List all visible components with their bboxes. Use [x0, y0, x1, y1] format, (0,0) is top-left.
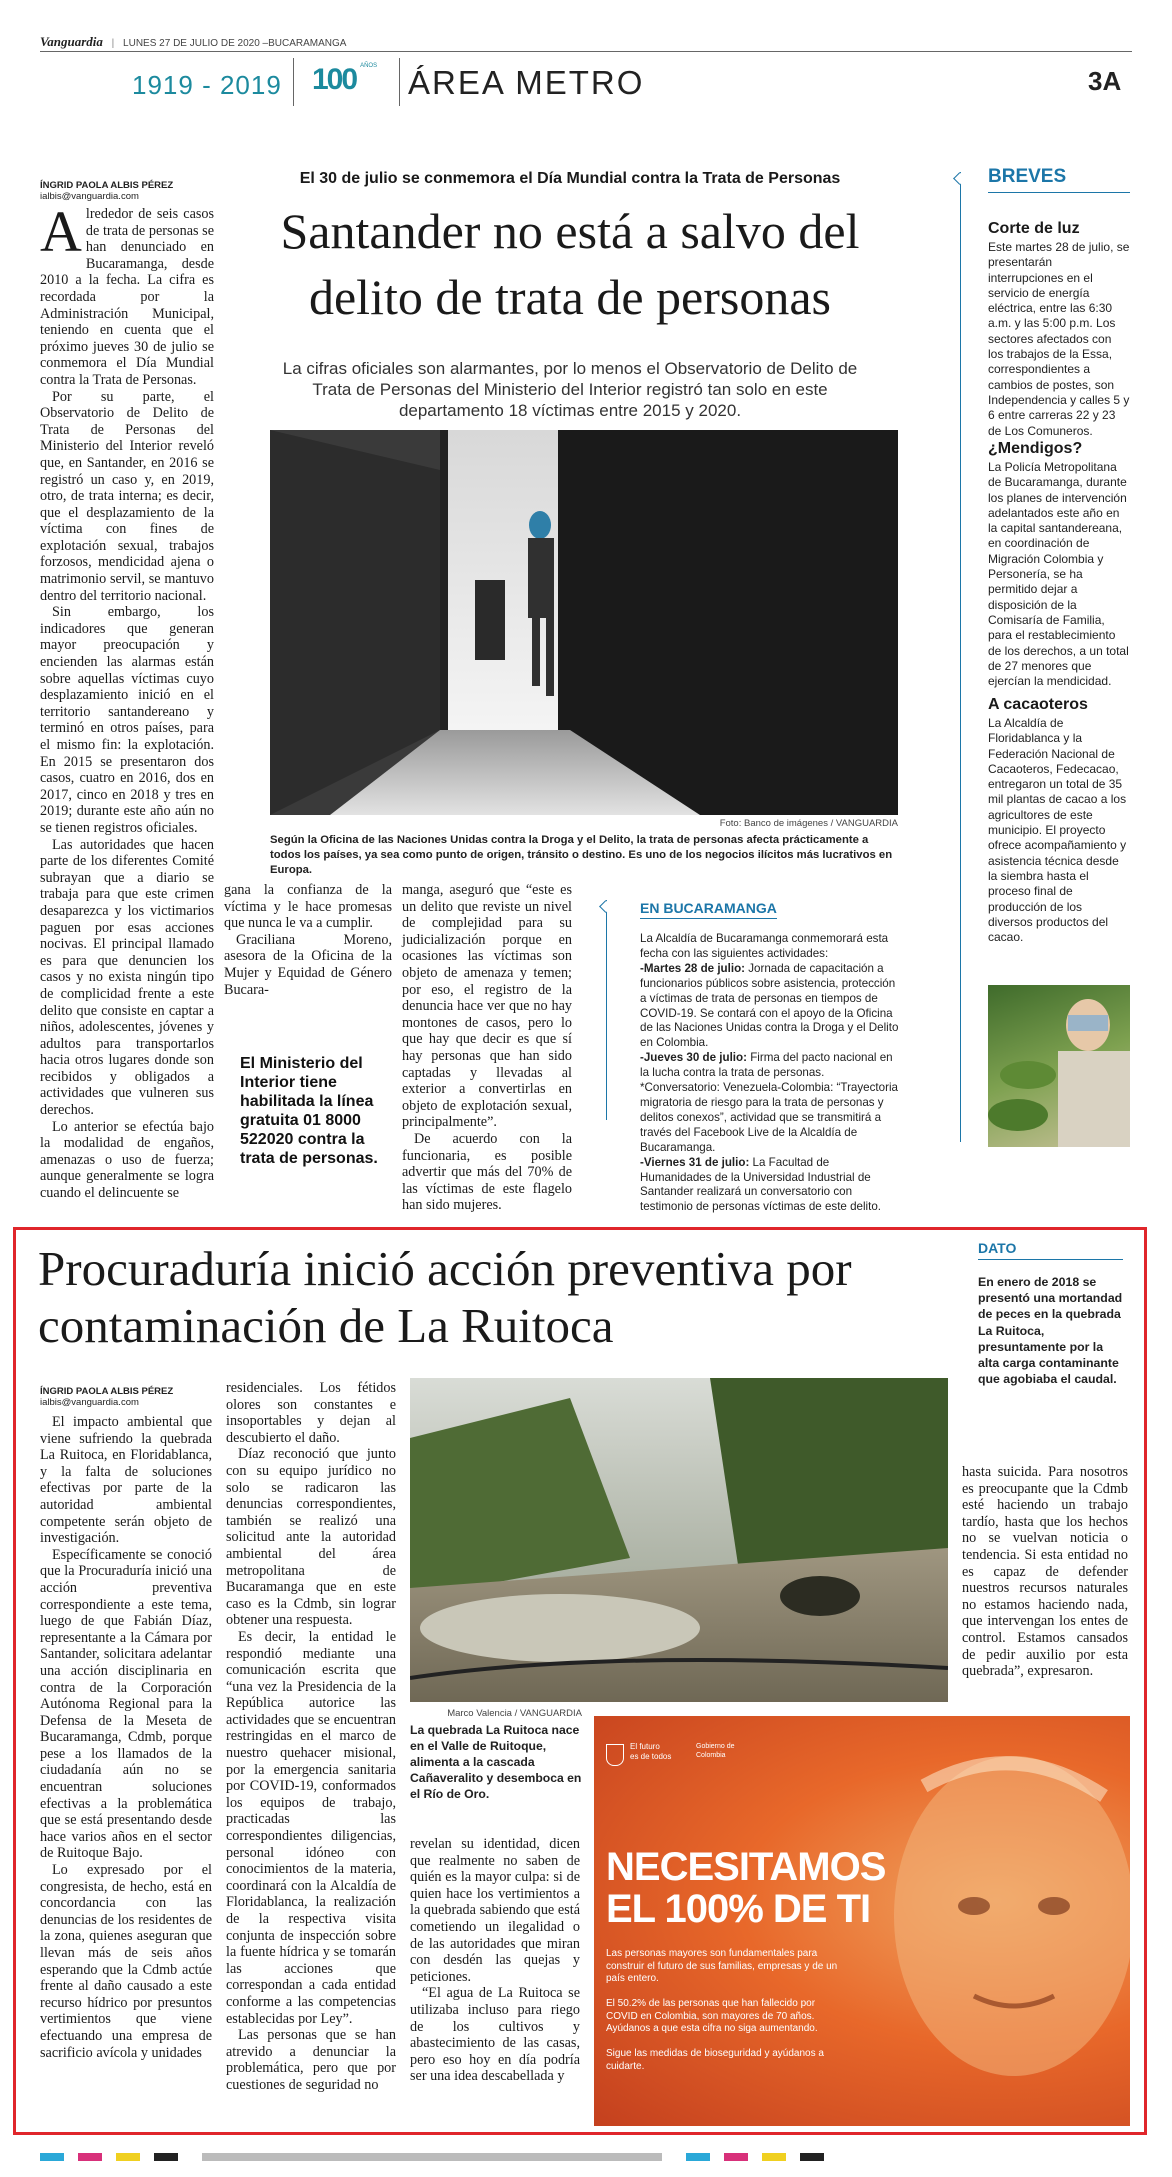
en-bucaramanga-box — [606, 900, 617, 1120]
en-bucaramanga-intro: La Alcaldía de Bucaramanga conmemorará esta fecha con las siguientes actividades: — [640, 932, 889, 960]
breves-item — [988, 220, 1130, 439]
second-paragraph: Las personas que se han atrevido a denunciar la problemática, pero que por cuestiones de seguridad no — [226, 2027, 396, 2093]
breves-tag-underline — [988, 192, 1130, 193]
main-paragraph: manga, aseguró que “este es un delito que reviste un nivel de complejidad para su judicialización porque en ocasiones las víctimas son objeto de amenaza y temen; por eso, el registro de la denuncia hace ver que no hay montones de casos, pero lo que hay que decir es que sí hay personas que han sido captadas y llevadas al exterior a convertirlas en objeto de explotación sexual, principalmente”. — [402, 882, 572, 1131]
anniversary-sub: AÑOS — [360, 63, 378, 69]
breves-arrow — [953, 172, 966, 185]
masthead: Vanguardia | LUNES 27 DE JULIO DE 2020 –BUCARAMANGA — [40, 34, 347, 49]
main-paragraph: De acuerdo con la funcionaria, es posible advertir que más del 70% de las víctimas de este flagelo han sido mujeres. — [402, 1130, 572, 1214]
second-paragraph: revelan su identidad, dicen que realmente no saben de quién es la mayor culpa: si de quien hace los vertimientos a la quebrada sabiendo que está cometiendo un ilegalidad o de las autoridades que miran con desdén las quejas y peticiones. — [410, 1836, 580, 1985]
second-col-3 — [410, 1836, 580, 2085]
second-paragraph: hasta suicida. Para nosotros es preocupante que la Cdmb esté haciendo un trabajo tardío, hasta que los hechos no se vuelvan noticia o tendencia. Si esta entidad no es capaz de defender nuestros recursos naturales no estamos haciendo nada, que intervengan los entes de control. Estamos cansados de pedir auxilio por esta quebrada”, expresaron. — [962, 1464, 1128, 1680]
main-paragraph: Graciliana Moreno, asesora de la Oficina de la Mujer y Equidad de Género Bucara- — [224, 931, 392, 998]
dateline: LUNES 27 DE JULIO DE 2020 –BUCARAMANGA — [123, 38, 347, 49]
second-paragraph: El impacto ambiental que viene sufriendo la quebrada La Ruitoca, en Floridablanca, y la falta de soluciones efectivas por parte de la autoridad ambiental competente serán objeto de investigación. — [40, 1414, 212, 1547]
main-photo-credit: Foto: Banco de imágenes / VANGUARDIA — [719, 818, 898, 829]
main-pullquote: El Ministerio del Interior tiene habilitada la línea gratuita 01 8000 522020 contra la trata de personas. — [240, 1055, 378, 1167]
main-photo — [270, 430, 898, 815]
main-paragraph: Lo anterior se efectúa bajo la modalidad de engaños, amenazas o uso de fuerza; aunque generalmente se logra cuando el delincuente se — [40, 1118, 214, 1202]
creek-photo — [410, 1378, 948, 1702]
main-paragraph: Sin embargo, los indicadores que generan mayor preocupación y encienden las alarmas están sobre aquellas víctimas cuyo desplazamiento inició en el territorio santandereano y terminó en otros países, para el mismo fin: la explotación. En 2015 se presentaron dos casos, cuatro en 2016, dos en 2017, cinco en 2018 y tres en 2019; durante este año aún no se tienen registros oficiales. — [40, 604, 214, 836]
ad-logo — [606, 1742, 776, 1772]
main-col-3 — [402, 882, 572, 1214]
breve-title: ¿Mendigos? — [988, 440, 1083, 457]
breves-item — [988, 440, 1130, 689]
brand-logo: Vanguardia — [40, 34, 103, 49]
dato-underline — [978, 1259, 1123, 1260]
main-col-2 — [224, 882, 392, 998]
main-paragraph: lrededor de seis casos de trata de personas se han denunciado en Bucaramanga, desde 2010 a la fecha. La cifra es recordada por la Administración Municipal, teniendo en cuenta que el próximo jueves 30 de julio se conmemora el Día Mundial contra la Trata de Personas. — [40, 206, 214, 388]
dato-text: En enero de 2018 se presentó una mortandad de peces en la quebrada La Ruitoca, presuntamente por la alta carga contaminante que agobiaba el caudal. — [978, 1275, 1123, 1387]
breve-text: La Policía Metropolitana de Bucaramanga, durante los planes de intervención adelantados este año en la capital santandereana, en coordinación de Migración Colombia y Personería, se ha permitido dejar a disposición de la Comisaría de Familia, para el restablecimiento de los derechos, a un total de 27 menores que ejercían la mendicidad. — [988, 460, 1129, 689]
dato-tag: DATO — [978, 1240, 1017, 1256]
activity-item: -Jueves 30 de julio: Firma del pacto nacional en la lucha contra la trata de personas. — [640, 1051, 893, 1080]
creek-illustration — [410, 1378, 948, 1702]
second-paragraph: “El agua de La Ruitoca se utilizaba incluso para riego de los cultivos y abastecimiento de las casas, pero eso hoy en día podría ser una idea descabellada y — [410, 1985, 580, 2085]
en-bucaramanga-body — [640, 932, 900, 1215]
header-divider-2 — [399, 58, 400, 106]
main-kicker: El 30 de julio se conmemora el Día Mundial contra la Trata de Personas — [299, 170, 841, 187]
second-col-2 — [226, 1380, 396, 2094]
ad-text-1: Las personas mayores son fundamentales para construir el futuro de sus familias, empresas y de un país entero. — [606, 1948, 838, 1984]
covid-ad[interactable] — [594, 1716, 1130, 2126]
second-paragraph: Lo expresado por el congresista, de hecho, está en concordancia con las denuncias de los residentes de la zona, quienes aseguran que llevan más de seis años esperando que la Cdmb actúe frente al daño causado a este recurso hídrico por presuntos vertimientos que viene efectuando una empresa de sacrificio avícola y unidades — [40, 1862, 212, 2061]
main-col-1 — [40, 199, 214, 1202]
main-paragraph: Por su parte, el Observatorio de Delito de Trata de Personas del Ministerio del Interior reveló que, en Santander, en 2016 se registró un caso y, en 2019, otro, de trata interna; es decir, que el desplazamiento de la víctima con fines de explotación sexual, trabajos forzosos, mendicidad ajena o matrimonio servil, se mantuvo dentro del territorio nacional. — [40, 388, 214, 604]
byline-name: ÍNGRID PAOLA ALBIS PÉREZ — [40, 180, 174, 191]
breves-tag: BREVES — [988, 166, 1067, 187]
anniversary-logo — [312, 63, 384, 101]
second-headline: Procuraduría inició acción preventiva por contaminación de La Ruitoca — [38, 1241, 852, 1353]
second-paragraph: Es decir, la entidad le respondió mediante una comunicación escrita que “una vez la Presidencia de la República autorice las actividades que se encuentran restringidas en el marco de nuestro quehacer misional, por la emergencia sanitaria por COVID-19, conformados los equipos de trabajo, practicadas las correspondientes diligencias, personal idóneo con conocimientos de la materia, coordinará con la Alcaldía de Floridablanca, la realización de la respectiva visita conjunta de inspección sobre la fuente hídrica y se tomarán las acciones que correspondan a cada entidad conforme a las competencias establecidas por Ley”. — [226, 1628, 396, 2027]
main-deck: La cifras oficiales son alarmantes, por lo menos el Observatorio de Delito de Trata de Personas del Ministerio del Interior registró tan solo en este departamento 18 víctimas entre 2015 y 2020. — [282, 359, 858, 420]
ad-text-2: El 50.2% de las personas que han fallecido por COVID en Colombia, son mayores de 70 años. Ayúdanos a que esta cifra no siga aumentando. — [606, 1998, 818, 2034]
ad-logo-gov: Gobierno de Colombia — [696, 1743, 735, 1759]
years-label: 1919 - 2019 — [132, 70, 282, 100]
coat-of-arms-icon — [606, 1744, 624, 1766]
activity-item: *Conversatorio: Venezuela-Colombia: “Trayectoria migratoria de riesgo para la trata de personas y delitos conexos”, actividad que se transmitirá a través del Facebook Live de la Alcaldía de Bucaramanga. — [640, 1081, 898, 1154]
byline-name: ÍNGRID PAOLA ALBIS PÉREZ — [40, 1386, 174, 1397]
activity-item: -Martes 28 de julio: Jornada de capacitación a funcionarios públicos sobre asistencia, protección a víctimas de trata de personas en tiempos de COVID-19. Se contará con el apoyo de la Oficina de las Naciones Unidas contra la Droga y el Delito en Colombia. — [640, 961, 899, 1050]
ad-text-3: Sigue las medidas de bioseguridad y ayúdanos a cuidarte. — [606, 2048, 824, 2072]
breves-item — [988, 696, 1130, 945]
ad-logo-line2: es de todos — [630, 1752, 672, 1761]
second-paragraph: Específicamente se conoció que la Procuraduría inició una acción preventiva correspondiente a este tema, luego de que Fabián Díaz, representante a la Cámara por Santander, solicitara adelantar una acción disciplinaria en contra de la Corporación Autónoma Regional para la Defensa de la Meseta de Bucaramanga, Cdmb, porque pese a los llamados de la ciudadanía aún no se encuentran soluciones efectivas a la problemática que se está presentando desde hace varios años en el sector de Ruitoque Bajo. — [40, 1546, 212, 1862]
second-col-4 — [962, 1464, 1128, 1680]
creek-caption: La quebrada La Ruitoca nace en el Valle de Ruitoque, alimenta a la cascada Cañaveralito y desemboca en el Río de Oro. — [410, 1723, 582, 1801]
main-caption: Según la Oficina de las Naciones Unidas contra la Droga y el Delito, la trata de personas afecta prácticamente a todos los países, ya sea como punto de origen, tránsito o destino. Es uno de los negocios ilícitos más lucrativos en Europa. — [270, 834, 893, 876]
breve-text: Este martes 28 de julio, se presentarán interrupciones en el servicio de energía eléctrica, entre las 6:30 a.m. y las 5:00 p.m. Los sectores afectados con los trabajos de la Essa, correspondientes a cambios de postes, son Independencia y calles 5 y 6 entre carreras 22 y 23 de Los Comuneros. — [988, 240, 1130, 438]
breves-rule — [960, 172, 961, 1142]
section-title: ÁREA METRO — [408, 64, 645, 101]
main-paragraph: gana la confianza de la víctima y le hace promesas que nunca le va a cumplir. — [224, 882, 392, 932]
anniversary-number: 100 — [312, 63, 357, 96]
ad-logo-line1: El futuro — [630, 1742, 660, 1751]
cacao-illustration — [988, 985, 1130, 1147]
second-paragraph: Díaz reconoció que junto con su equipo jurídico no solo se radicaron las denuncias correspondientes, también se realizó una solicitud ante la autoridad ambiental del área metropolitana de Bucaramanga que en este caso es la Cdmb, sin lograr obtener una respuesta. — [226, 1446, 396, 1629]
cacao-photo — [988, 985, 1130, 1147]
activity-item: -Viernes 31 de julio: La Facultad de Humanidades de la Universidad Industrial de Santander realizará un conversatorio con testimonio de personas víctimas de este delito. — [640, 1155, 882, 1214]
header-divider — [293, 58, 294, 106]
breve-title: Corte de luz — [988, 220, 1080, 237]
header-rule — [40, 51, 1132, 52]
breve-title: A cacaoteros — [988, 696, 1088, 713]
byline-email: ialbis@vanguardia.com — [40, 191, 139, 202]
creek-photo-credit: Marco Valencia / VANGUARDIA — [447, 1708, 582, 1719]
breve-text: La Alcaldía de Floridablanca y la Federación Nacional de Cacaoteros, Fedecacao, entregaron un total de 35 mil plantas de cacao a los agricultores de este municipio. El proyecto ofrece acompañamiento y asistencia técnica desde la siembra hasta el proceso final de producción de los diversos productos del cacao. — [988, 716, 1127, 945]
main-headline: Santander no está a salvo del delito de trata de personas — [280, 203, 860, 325]
corridor-illustration — [270, 430, 898, 815]
second-paragraph: residenciales. Los fétidos olores son constantes e insoportables y dejan al descubierto el daño. — [226, 1380, 396, 1446]
main-paragraph: Las autoridades que hacen parte de los diferentes Comité subrayan que a diario se trabaja para que este crimen desaparezca y los victimarios paguen por esas acciones nocivas. El principal llamado es para que denuncien los casos y no exista ningún tipo de complicidad frente a este delito que consiste en captar a niños, adolescentes, jóvenes y adultos para transportarlos hacia otros lugares donde son recibidos y obligados a actividades que vulneren sus derechos. — [40, 836, 214, 1119]
print-registration-marks — [40, 2148, 1132, 2158]
ad-headline-1: NECESITAMOS — [606, 1845, 886, 1889]
ad-headline-2: EL 100% DE TI — [606, 1887, 871, 1931]
second-col-1 — [40, 1414, 212, 2061]
en-bucaramanga-tag: EN BUCARAMANGA — [640, 900, 777, 919]
page-number: 3A — [1088, 66, 1122, 96]
byline-email: ialbis@vanguardia.com — [40, 1397, 139, 1408]
second-byline — [40, 1386, 220, 1408]
dropcap: A — [40, 199, 82, 264]
